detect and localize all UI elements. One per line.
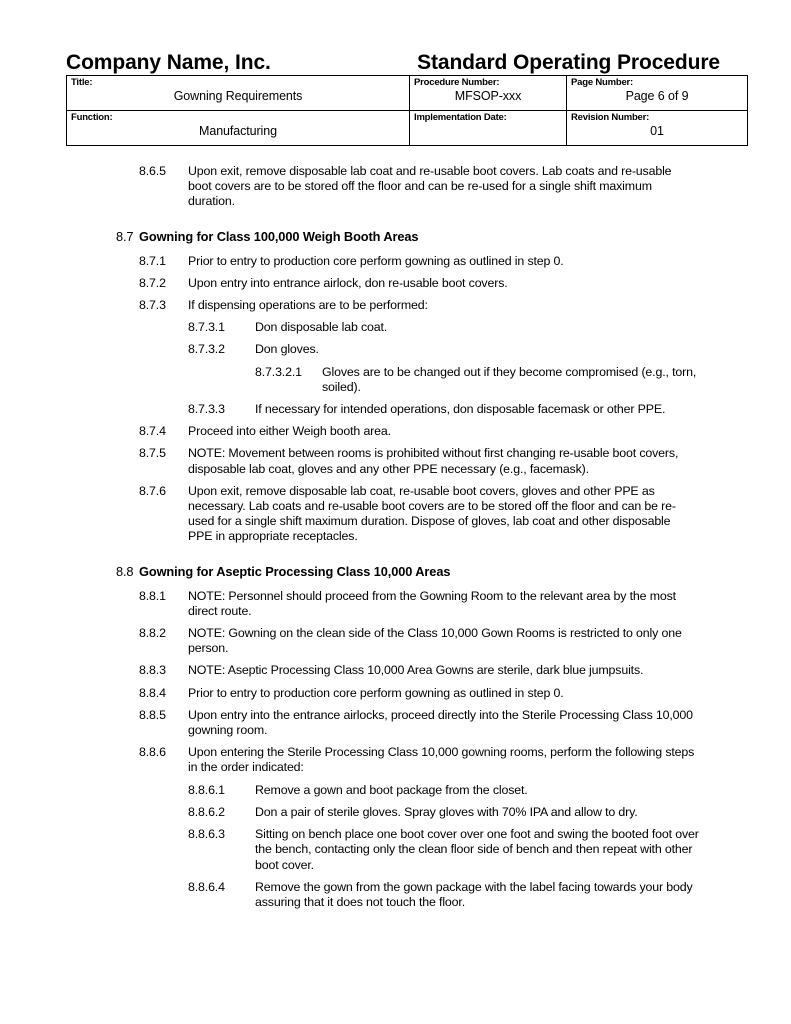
clause-8-8-4: [0, 686, 791, 701]
clause-number: 8.8.3: [139, 663, 166, 678]
clause-number: 8.8.6.1: [188, 782, 225, 797]
document-header: [66, 45, 720, 73]
clause-number: 8.7.4: [139, 424, 166, 439]
page-number-value: Page 6 of 9: [625, 89, 689, 103]
clause-8-8-6-4: [0, 880, 791, 910]
clause-text: Upon entering the Sterile Processing Class 10,000 gowning rooms, perform the following steps in the order indicated:: [188, 745, 695, 775]
table-row: [67, 76, 748, 111]
clause-8-7-5: [0, 446, 791, 476]
title-label: Title:: [71, 77, 93, 88]
clause-number: 8.7.3.2.1: [255, 364, 302, 379]
clause-text: Don gloves.: [255, 342, 319, 357]
clause-text: Prior to entry to production core perform gowning as outlined in step 0.: [188, 253, 564, 268]
clause-number: 8.7.3.1: [188, 320, 225, 335]
procedure-number-value: MFSOP-xxx: [454, 89, 522, 103]
clause-text: If dispensing operations are to be performed:: [188, 298, 428, 313]
clause-number: 8.8.6.3: [188, 827, 225, 842]
clause-8-8-6-2: [0, 805, 791, 820]
section-number: 8.7: [116, 228, 134, 244]
clause-text: Upon entry into the entrance airlocks, proceed directly into the Sterile Processing Class 10,000 gowning room.: [188, 707, 693, 738]
clause-number: 8.8.1: [139, 588, 166, 603]
function-label: Function:: [71, 112, 113, 123]
clause-8-8-6-3: [0, 827, 791, 873]
clause-text: Upon exit, remove disposable lab coat, re-usable boot covers, gloves and other PPE as necessary. Lab coats and re-usable boot covers are to be stored off the floor and can be re-used for a single shift maximum duration. Dispose of gloves, lab coat and other disposable PPE in appropriate receptacles.: [188, 483, 676, 544]
clause-number: 8.8.6.4: [188, 879, 225, 894]
clause-text: Upon entry into entrance airlock, don re-usable boot covers.: [188, 275, 508, 290]
function-cell: [67, 111, 410, 146]
clause-8-8-2: [0, 626, 791, 656]
clause-number: 8.7.1: [139, 253, 166, 268]
clause-8-8-5: [0, 708, 791, 738]
clause-8-7-3-2-1: [0, 365, 791, 395]
clause-8-7-3: [0, 298, 791, 313]
clause-number: 8.7.5: [139, 446, 166, 461]
clause-8-7-1: [0, 254, 791, 269]
document-body: [0, 164, 791, 917]
clause-text: NOTE: Movement between rooms is prohibited without first changing re-usable boot covers, disposable lab coat, gloves and any other PPE necessary (e.g., facemask).: [188, 446, 679, 476]
clause-8-6-5: [0, 164, 791, 210]
clause-number: 8.7.6: [139, 483, 166, 498]
page-number-label: Page Number:: [571, 77, 634, 88]
clause-number: 8.7.3: [139, 298, 166, 313]
clause-number: 8.8.6.2: [188, 804, 225, 819]
company-name: Company Name, Inc.: [66, 51, 271, 74]
clause-8-7-4: [0, 424, 791, 439]
clause-text: Upon exit, remove disposable lab coat and re-usable boot covers. Lab coats and re-usable boot covers are to be stored off the floor and can be re-used for a single shift maximum duration.: [188, 164, 672, 209]
clause-8-8-1: [0, 589, 791, 619]
clause-8-7-2: [0, 276, 791, 291]
table-row: [67, 111, 748, 146]
clause-8-8-6: [0, 745, 791, 775]
section-number: 8.8: [116, 563, 134, 579]
title-cell: [67, 76, 410, 111]
clause-number: 8.8.4: [139, 685, 166, 700]
revision-number-value: 01: [650, 124, 664, 138]
clause-number: 8.7.2: [139, 275, 166, 290]
clause-8-7-6: [0, 484, 791, 545]
clause-number: 8.6.5: [139, 164, 166, 178]
implementation-date-cell: [410, 111, 567, 146]
clause-8-7-3-1: [0, 320, 791, 335]
clause-number: 8.7.3.2: [188, 342, 225, 357]
clause-number: 8.8.6: [139, 745, 166, 760]
clause-8-8-6-1: [0, 783, 791, 798]
clause-text: Gloves are to be changed out if they become compromised (e.g., torn, soiled).: [322, 364, 697, 394]
clause-number: 8.7.3.3: [188, 402, 225, 417]
clause-8-7-3-2: [0, 342, 791, 357]
function-value: Manufacturing: [199, 124, 277, 138]
clause-text: Proceed into either Weigh booth area.: [188, 424, 391, 439]
clause-number: 8.8.2: [139, 626, 166, 641]
clause-text: NOTE: Aseptic Processing Class 10,000 Area Gowns are sterile, dark blue jumpsuits.: [188, 663, 644, 678]
section-heading-8-7: [0, 229, 791, 245]
clause-8-7-3-3: [0, 402, 791, 417]
page-number-cell: [567, 76, 748, 111]
document-type-title: Standard Operating Procedure: [417, 51, 720, 74]
section-heading-8-8: [0, 564, 791, 580]
section-title: Gowning for Class 100,000 Weigh Booth Areas: [139, 228, 419, 244]
revision-number-label: Revision Number:: [571, 112, 650, 123]
document-info-table: [66, 75, 748, 146]
implementation-date-label: Implementation Date:: [414, 112, 507, 123]
clause-text: NOTE: Personnel should proceed from the Gowning Room to the relevant area by the most direct route.: [188, 588, 676, 618]
title-value: Gowning Requirements: [173, 89, 303, 103]
clause-text: Remove the gown from the gown package with the label facing towards your body assuring that it does not touch the floor.: [255, 879, 693, 909]
procedure-number-cell: [410, 76, 567, 111]
revision-number-cell: [567, 111, 748, 146]
section-title: Gowning for Aseptic Processing Class 10,000 Areas: [139, 563, 451, 579]
clause-text: Remove a gown and boot package from the closet.: [255, 782, 528, 797]
procedure-number-label: Procedure Number:: [414, 77, 500, 88]
clause-number: 8.8.5: [139, 707, 166, 722]
clause-text: Don disposable lab coat.: [255, 320, 388, 335]
clause-text: NOTE: Gowning on the clean side of the Class 10,000 Gown Rooms is restricted to only one person.: [188, 626, 682, 656]
clause-text: Prior to entry to production core perform gowning as outlined in step 0.: [188, 685, 564, 700]
clause-text: Sitting on bench place one boot cover over one foot and swing the booted foot over the bench, contacting only the clean floor side of bench and then repeat with other boot cover.: [255, 827, 699, 872]
clause-text: If necessary for intended operations, don disposable facemask or other PPE.: [255, 402, 666, 417]
clause-8-8-3: [0, 663, 791, 678]
clause-text: Don a pair of sterile gloves. Spray gloves with 70% IPA and allow to dry.: [255, 804, 638, 819]
